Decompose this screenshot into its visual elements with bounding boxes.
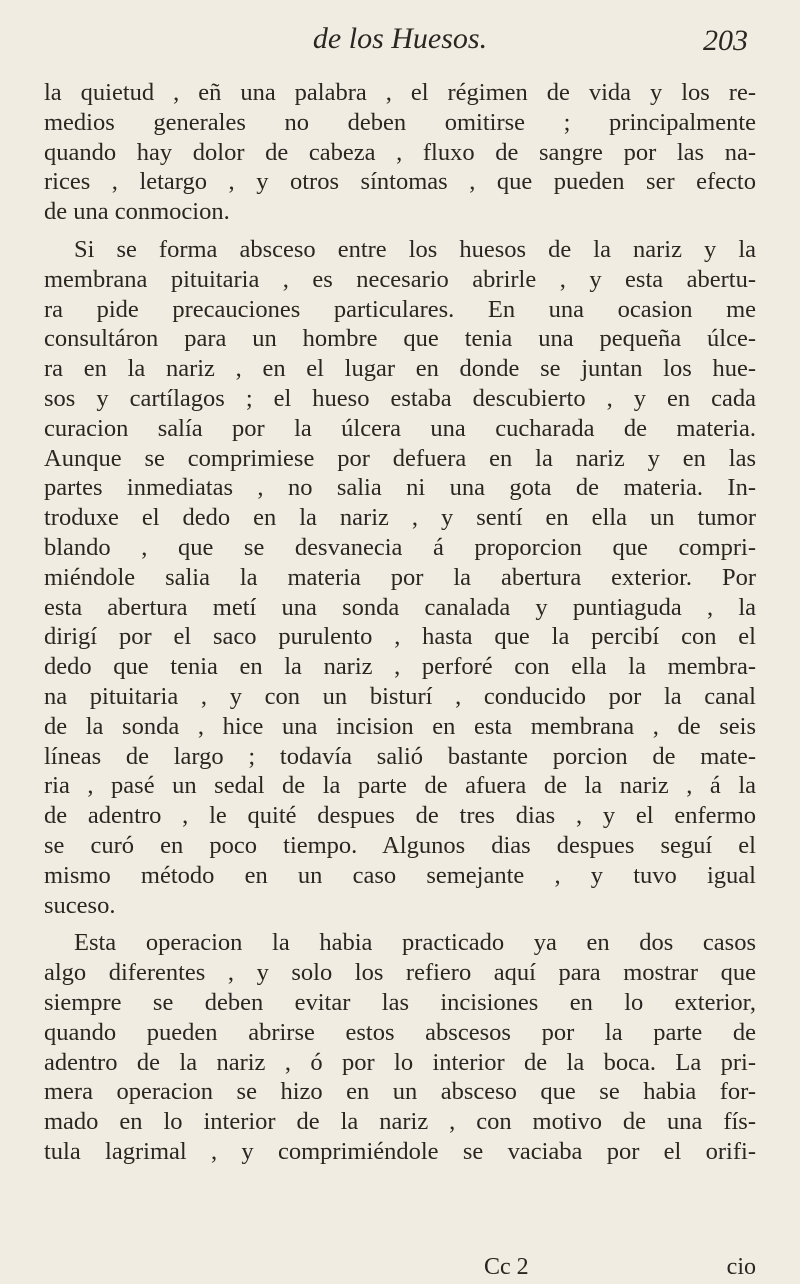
text-line: dedo que tenia en la nariz , perforé con ella la membra- <box>44 653 756 681</box>
text-line: esta abertura metí una sonda canalada y puntiaguda , la <box>44 593 756 621</box>
text-line: rices , letargo , y otros síntomas , que pueden ser efecto <box>44 168 756 196</box>
text-line: mado en lo interior de la nariz , con motivo de una fís- <box>44 1108 756 1136</box>
paragraph <box>44 235 756 920</box>
body-text <box>44 78 756 1167</box>
text-line: tula lagrimal , y comprimiéndole se vaciaba por el orifi- <box>44 1137 756 1165</box>
text-line: sos y cartílagos ; el hueso estaba descubierto , y en cada <box>44 384 756 412</box>
page-footer <box>44 1254 756 1284</box>
text-line: se curó en poco tiempo. Algunos dias despues seguí el <box>44 831 756 859</box>
text-line: Aunque se comprimiese por defuera en la nariz y en las <box>44 444 756 472</box>
text-line: ra en la nariz , en el lugar en donde se juntan los hue- <box>44 355 756 383</box>
text-line: ra pide precauciones particulares. En una ocasion me <box>44 295 756 323</box>
text-line: blando , que se desvanecia á proporcion que compri- <box>44 533 756 561</box>
text-line: mismo método en un caso semejante , y tuvo igual <box>44 861 756 889</box>
text-line: mera operacion se hizo en un absceso que se habia for- <box>44 1078 756 1106</box>
text-line: membrana pituitaria , es necesario abrirle , y esta abertu- <box>44 265 756 293</box>
text-line: algo diferentes , y solo los refiero aquí para mostrar que <box>44 959 756 987</box>
text-line: Si se forma absceso entre los huesos de la nariz y la <box>74 235 756 263</box>
text-line: suceso. <box>44 891 116 919</box>
text-line: partes inmediatas , no salia ni una gota de materia. In- <box>44 474 756 502</box>
text-line: curacion salía por la úlcera una cucharada de materia. <box>44 414 756 442</box>
text-line: líneas de largo ; todavía salió bastante porcion de mate- <box>44 742 756 770</box>
text-line: troduxe el dedo en la nariz , y sentí en ella un tumor <box>44 504 756 532</box>
text-line: siempre se deben evitar las incisiones en lo exterior, <box>44 988 756 1016</box>
paragraph <box>44 928 756 1166</box>
catchword: cio <box>726 1254 756 1280</box>
paragraph <box>44 78 756 227</box>
running-head-title: de los Huesos. <box>312 22 488 55</box>
text-line: consultáron para un hombre que tenia una pequeña úlce- <box>44 325 756 353</box>
text-line: quando hay dolor de cabeza , fluxo de sangre por las na- <box>44 138 756 166</box>
text-line: dirigí por el saco purulento , hasta que la percibí con el <box>44 623 756 651</box>
text-line: quando pueden abrirse estos abscesos por la parte de <box>44 1018 756 1046</box>
running-head <box>0 22 800 62</box>
signature-mark: Cc 2 <box>484 1254 529 1280</box>
text-line: la quietud , eñ una palabra , el régimen de vida y los re- <box>44 79 756 106</box>
text-line: medios generales no deben omitirse ; principalmente <box>44 108 756 136</box>
text-line: na pituitaria , y con un bisturí , conducido por la canal <box>44 682 756 710</box>
text-line: de adentro , le quité despues de tres dias , y el enfermo <box>44 802 756 830</box>
text-line: ria , pasé un sedal de la parte de afuera de la nariz , á la <box>44 772 756 800</box>
page-number: 203 <box>703 24 748 57</box>
text-line: adentro de la nariz , ó por lo interior de la boca. La pri- <box>44 1048 756 1076</box>
text-line: miéndole salia la materia por la abertura exterior. Por <box>44 563 756 591</box>
text-line: de la sonda , hice una incision en esta membrana , de seis <box>44 712 756 740</box>
text-line: de una conmocion. <box>44 198 230 226</box>
text-line: Esta operacion la habia practicado ya en dos casos <box>74 929 756 957</box>
